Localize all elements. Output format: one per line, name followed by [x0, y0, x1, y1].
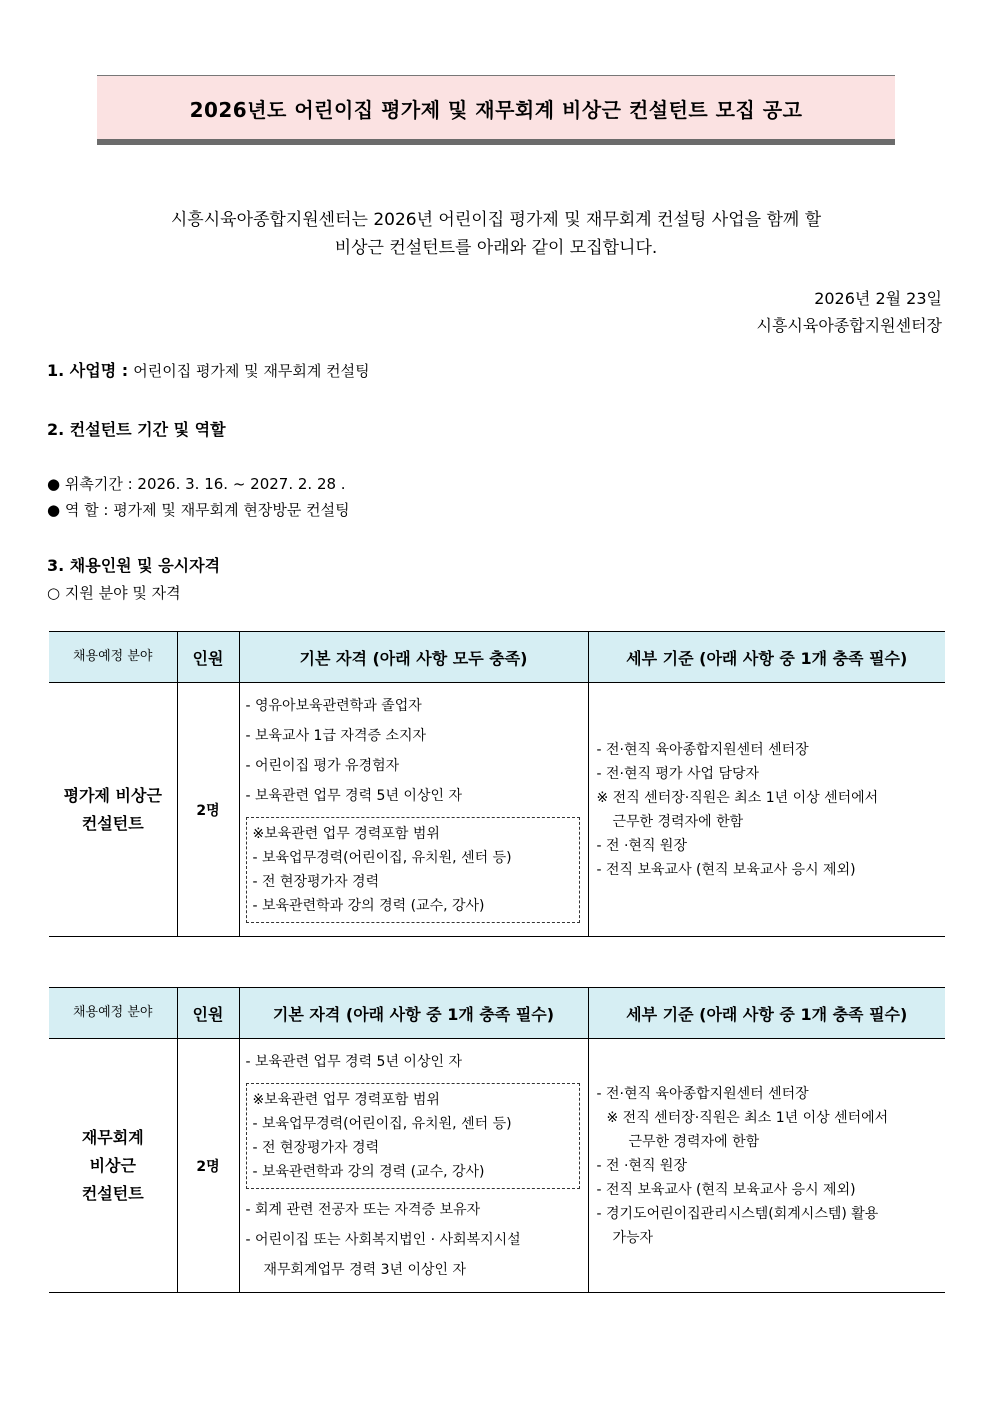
detail-item: - 전 ·현직 원장 — [596, 1157, 687, 1174]
detail-item: - 전·현직 육아종합지원센터 센터장 — [596, 1085, 809, 1102]
detail-item: - 전직 보육교사 (현직 보육교사 응시 제외) — [596, 1181, 856, 1198]
detail-item: 근무한 경력자에 한함 — [628, 1133, 760, 1150]
box-item: - 보육업무경력(어린이집, 유치원, 센터 등) — [252, 849, 512, 866]
field-line: 재무회계 — [81, 1127, 144, 1147]
header-basic: 기본 자격 (아래 사항 모두 충족) — [239, 632, 588, 683]
section-3-sub: ○ 지원 분야 및 자격 — [47, 584, 181, 602]
detail-item: ※ 전직 센터장·직원은 최소 1년 이상 센터에서 — [606, 1109, 889, 1126]
table-header-row — [49, 988, 945, 1039]
box-item: - 전 현장평가자 경력 — [252, 1139, 380, 1156]
experience-box — [246, 817, 580, 923]
notice-issuer: 시흥시육아종합지원센터장 — [756, 316, 942, 335]
detail-item: - 전직 보육교사 (현직 보육교사 응시 제외) — [596, 861, 856, 878]
period-line: ● 위촉기간 : 2026. 3. 16. ~ 2027. 2. 28 . — [47, 475, 346, 493]
header-basic: 기본 자격 (아래 사항 중 1개 충족 필수) — [239, 988, 588, 1039]
detail-item: - 경기도어린이집관리시스템(회계시스템) 활용 — [596, 1205, 879, 1222]
field-line: 평가제 비상근 — [63, 785, 162, 805]
section-1-label: 1. 사업명 : — [47, 361, 129, 380]
detail-item: - 전 ·현직 원장 — [596, 837, 687, 854]
box-item: - 보육관련학과 강의 경력 (교수, 강사) — [252, 1163, 485, 1180]
detail-item: ※ 전직 센터장·직원은 최소 1년 이상 센터에서 — [596, 789, 879, 806]
experience-box — [246, 1083, 580, 1189]
page-title: 2026년도 어린이집 평가제 및 재무회계 비상근 컨설턴트 모집 공고 — [189, 98, 803, 122]
section-1-value: 어린이집 평가제 및 재무회계 컨설팅 — [133, 362, 370, 380]
header-count: 인원 — [177, 988, 239, 1039]
section-1 — [47, 358, 370, 381]
count-cell: 2명 — [177, 683, 239, 937]
table-header-row — [49, 632, 945, 683]
basic-item: - 보육관련 업무 경력 5년 이상인 자 — [245, 1053, 462, 1070]
box-item: ※보육관련 업무 경력포함 범위 — [252, 1091, 440, 1108]
field-line: 컨설턴트 — [81, 1183, 144, 1203]
basic-item: - 어린이집 평가 유경험자 — [245, 757, 400, 774]
box-item: - 전 현장평가자 경력 — [252, 873, 380, 890]
box-item: - 보육관련학과 강의 경력 (교수, 강사) — [252, 897, 485, 914]
intro-line-1: 시흥시육아종합지원센터는 2026년 어린이집 평가제 및 재무회계 컨설팅 사업을 함께 할 — [170, 210, 822, 230]
basic-cell — [239, 1039, 588, 1293]
basic-item: - 회계 관련 전공자 또는 자격증 보유자 — [245, 1201, 481, 1218]
section-2-label: 2. 컨설턴트 기간 및 역할 — [47, 420, 226, 439]
field-line: 컨설턴트 — [81, 813, 144, 833]
header-field — [49, 632, 177, 683]
title-underline — [97, 139, 895, 145]
section-3-label: 3. 채용인원 및 응시자격 — [47, 556, 221, 575]
detail-item: - 전·현직 육아종합지원센터 센터장 — [596, 741, 809, 758]
header-field — [49, 988, 177, 1039]
table-row — [49, 1039, 945, 1293]
basic-item: 재무회계업무 경력 3년 이상인 자 — [263, 1261, 467, 1278]
title-box — [97, 75, 895, 145]
basic-cell — [239, 683, 588, 937]
basic-item: - 보육관련 업무 경력 5년 이상인 자 — [245, 787, 462, 804]
header-field-label: 채용예정 분야 — [73, 1005, 153, 1020]
count-cell: 2명 — [177, 1039, 239, 1293]
detail-item: 근무한 경력자에 한함 — [612, 813, 744, 830]
field-line: 비상근 — [89, 1155, 136, 1175]
detail-item: 가능자 — [612, 1229, 654, 1246]
box-item: ※보육관련 업무 경력포함 범위 — [252, 825, 440, 842]
basic-item: - 보육교사 1급 자격증 소지자 — [245, 727, 427, 744]
box-item: - 보육업무경력(어린이집, 유치원, 센터 등) — [252, 1115, 512, 1132]
intro-line-2: 비상근 컨설턴트를 아래와 같이 모집합니다. — [334, 238, 658, 258]
header-field-label: 채용예정 분야 — [73, 649, 153, 664]
detail-cell — [588, 683, 945, 937]
field-cell — [49, 1039, 177, 1293]
header-detail: 세부 기준 (아래 사항 중 1개 충족 필수) — [588, 632, 945, 683]
detail-item: - 전·현직 평가 사업 담당자 — [596, 765, 760, 782]
basic-item: - 어린이집 또는 사회복지법인 · 사회복지시설 — [245, 1231, 521, 1248]
detail-cell — [588, 1039, 945, 1293]
header-detail: 세부 기준 (아래 사항 중 1개 충족 필수) — [588, 988, 945, 1039]
notice-date: 2026년 2월 23일 — [814, 289, 942, 308]
header-count: 인원 — [177, 632, 239, 683]
field-cell — [49, 683, 177, 937]
table-row — [49, 683, 945, 937]
table-accounting — [49, 987, 945, 1293]
table-evaluation — [49, 631, 945, 937]
role-line: ● 역 할 : 평가제 및 재무회계 현장방문 컨설팅 — [47, 501, 350, 519]
basic-item: - 영유아보육관련학과 졸업자 — [245, 697, 422, 714]
